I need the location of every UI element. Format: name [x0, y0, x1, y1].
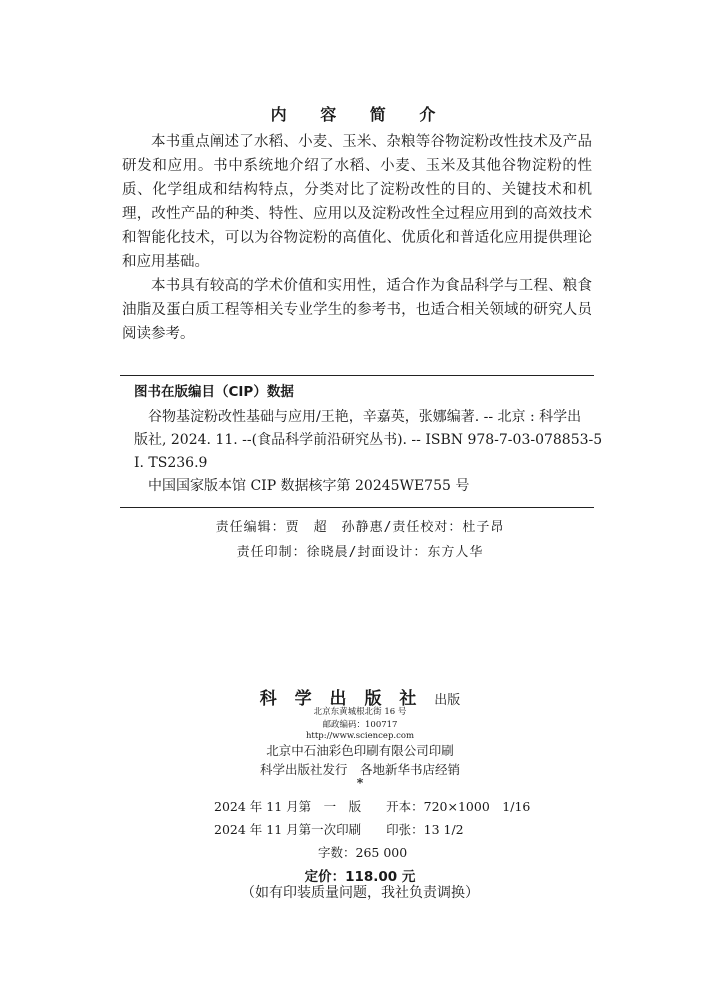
- publisher-name-suffix: 出版: [434, 693, 461, 708]
- cip-line-4: 中国国家版本馆 CIP 数据核字第 20245WE755 号: [148, 478, 470, 494]
- quality-note: （如有印装质量问题，我社负责调换）: [241, 885, 479, 901]
- summary-title: 内 容 简 介: [270, 105, 450, 124]
- summary-paragraph-1: 本书重点阐述了水稻、小麦、玉米、杂粮等谷物淀粉改性技术及产品研发和应用。书中系统地介绍了水稻、小麦、玉米及其他谷物淀粉的性质、化学组成和结构特点，分类对比了淀粉改性的目的、关键技术和机理，改性产品的种类、特性、应用以及淀粉改性全过程应用到的高效技术和智能化技术，可以为谷物淀粉的高值化、优质化和普适化应用提供理论和应用基础。: [122, 134, 592, 270]
- publisher-logo-text: 科 学 出 版 社: [259, 689, 423, 709]
- cip-bottom-rule: [120, 507, 594, 508]
- printer-line: 北京中石油彩色印刷有限公司印刷: [266, 743, 454, 758]
- publisher-website: http://www.sciencep.com: [305, 731, 415, 741]
- word-count-line: 字数：265 000: [318, 845, 408, 860]
- publisher-address: 北京东黄城根北街 16 号: [313, 707, 407, 717]
- cip-line-2: 版社, 2024. 11. --(食品科学前沿研究丛书). -- ISBN 978-7-03-078853-5: [134, 432, 603, 448]
- cip-line-3: Ⅰ. TS236.9: [134, 455, 208, 471]
- separator-star: *: [356, 775, 364, 790]
- credits-line-2: 责任印制：徐晓晨/封面设计：东方人华: [236, 545, 484, 560]
- summary-paragraph-2: 本书具有较高的学术价值和实用性，适合作为食品科学与工程、粮食油脂及蛋白质工程等相关专业学生的参考书，也适合相关领域的研究人员阅读参考。: [122, 278, 592, 342]
- edition-line: 2024 年 11 月第 一 版 开本：720×1000 1/16: [214, 799, 531, 814]
- printing-line: 2024 年 11 月第一次印刷 印张：13 1/2: [214, 822, 464, 837]
- cip-line-1: 谷物基淀粉改性基础与应用/王艳，辛嘉英，张娜编著. -- 北京 : 科学出: [148, 409, 582, 425]
- summary-section: [122, 130, 592, 346]
- cip-block: [120, 381, 603, 498]
- distribution-line: 科学出版社发行 各地新华书店经销: [259, 762, 460, 777]
- publisher-postcode: 邮政编码：100717: [322, 720, 398, 730]
- cip-heading: 图书在版编目（CIP）数据: [134, 384, 294, 400]
- credits-line-1: 责任编辑：贾 超 孙静惠/责任校对：杜子昂: [215, 520, 505, 535]
- price-line: 定价：118.00 元: [304, 869, 416, 885]
- cip-top-rule: [120, 375, 594, 376]
